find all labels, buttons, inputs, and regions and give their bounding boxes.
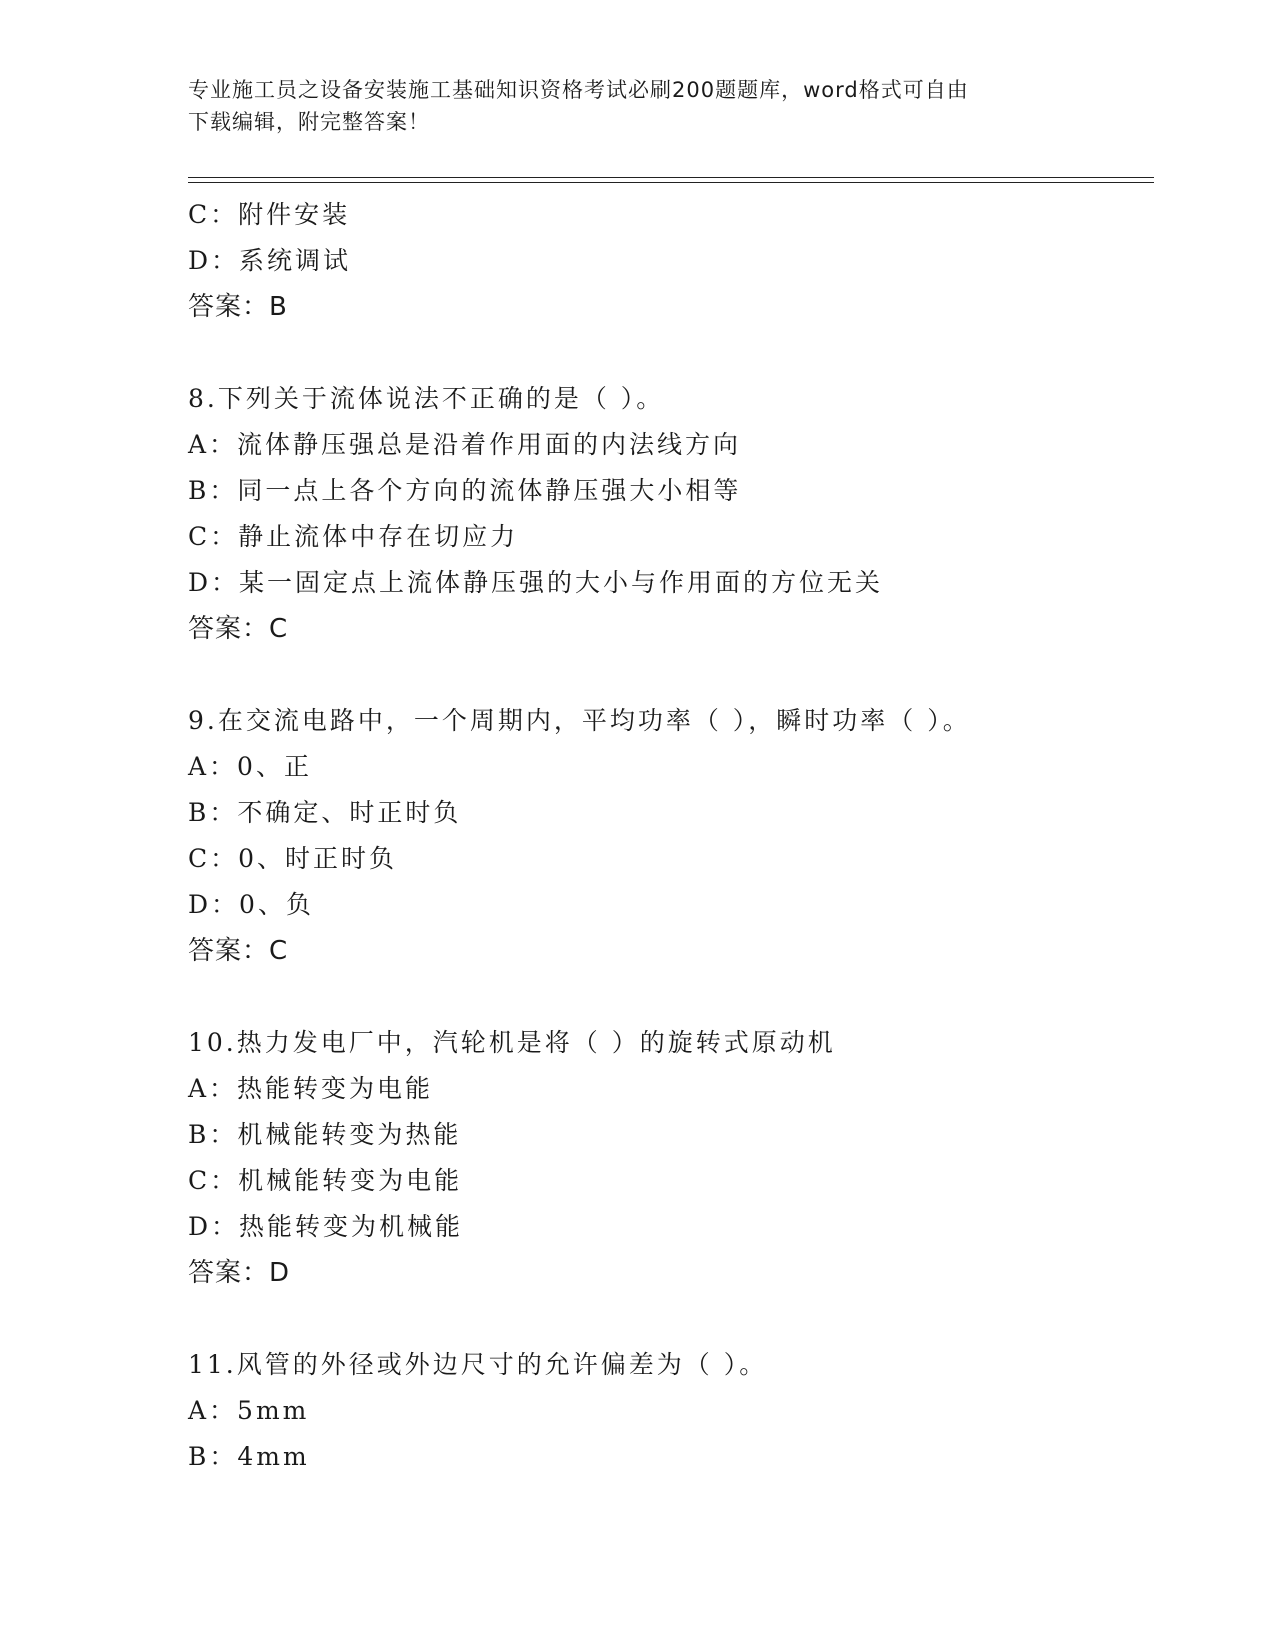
question-stem: 11.风管的外径或外边尺寸的允许偏差为（ ）。 xyxy=(188,1350,768,1379)
header-line-1: 专业施工员之设备安装施工基础知识资格考试必刷200题题库，word格式可自由 xyxy=(188,78,969,102)
option-d: D：系统调试 xyxy=(188,246,352,275)
spacer xyxy=(188,1296,1154,1342)
option-b: B：机械能转变为热能 xyxy=(188,1120,462,1149)
answer-line: 答案：C xyxy=(188,614,289,644)
option-a: A：0、正 xyxy=(188,752,312,781)
option-d: D：热能转变为机械能 xyxy=(188,1212,464,1241)
option-a: A：5mm xyxy=(188,1396,310,1425)
option-c: C：附件安装 xyxy=(188,200,351,229)
spacer xyxy=(188,652,1154,698)
question-stem: 8.下列关于流体说法不正确的是（ ）。 xyxy=(188,384,665,413)
spacer xyxy=(188,974,1154,1020)
option-c: C：机械能转变为电能 xyxy=(188,1166,463,1195)
question-block-9 xyxy=(188,698,1154,974)
question-stem: 10.热力发电厂中，汽轮机是将（ ）的旋转式原动机 xyxy=(188,1028,836,1057)
answer-line: 答案：B xyxy=(188,292,288,322)
option-b: B：不确定、时正时负 xyxy=(188,798,462,827)
option-b: B：4mm xyxy=(188,1442,310,1471)
option-a: A：流体静压强总是沿着作用面的内法线方向 xyxy=(188,430,742,459)
answer-line: 答案：D xyxy=(188,1258,291,1288)
question-stem: 9.在交流电路中，一个周期内，平均功率（ ），瞬时功率（ ）。 xyxy=(188,706,971,735)
option-c: C：静止流体中存在切应力 xyxy=(188,522,519,551)
option-a: A：热能转变为电能 xyxy=(188,1074,434,1103)
option-c: C：0、时正时负 xyxy=(188,844,398,873)
question-list xyxy=(188,192,1154,1480)
option-b: B：同一点上各个方向的流体静压强大小相等 xyxy=(188,476,742,505)
spacer xyxy=(188,330,1154,376)
header-line-2: 下载编辑，附完整答案！ xyxy=(188,110,430,134)
question-block-11 xyxy=(188,1342,1154,1480)
answer-line: 答案：C xyxy=(188,936,289,966)
question-block-10 xyxy=(188,1020,1154,1296)
option-d: D：某一固定点上流体静压强的大小与作用面的方位无关 xyxy=(188,568,884,597)
option-d: D：0、负 xyxy=(188,890,314,919)
question-block-previous xyxy=(188,192,1154,330)
header-rule-top xyxy=(188,177,1154,178)
question-block-8 xyxy=(188,376,1154,652)
header-rule-bottom xyxy=(188,182,1154,183)
document-header xyxy=(188,74,1088,138)
